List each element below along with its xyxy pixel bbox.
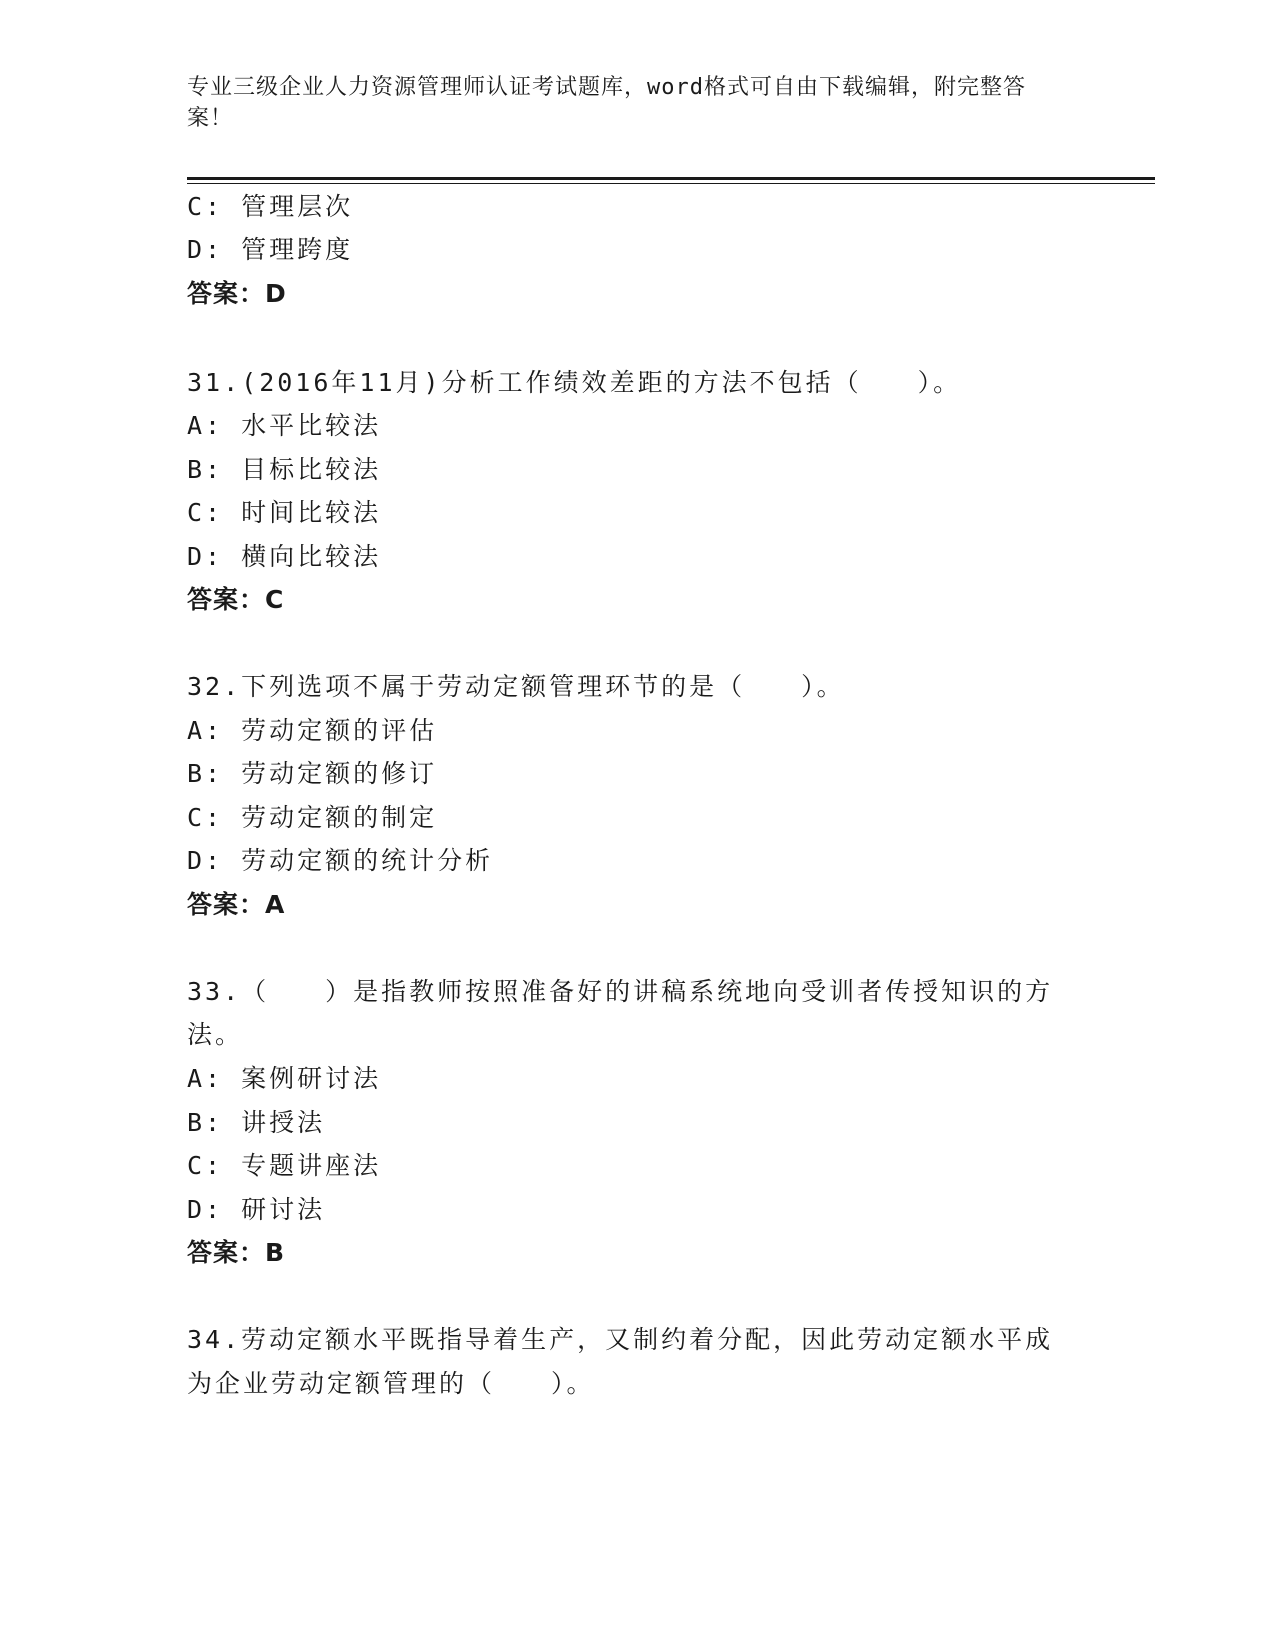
option-text: 时间比较法 (241, 498, 382, 527)
option-label: A: (187, 411, 224, 440)
option-c (187, 496, 381, 530)
option-c (187, 190, 353, 224)
option-label: A: (187, 1064, 224, 1093)
option-b (187, 453, 381, 487)
option-text: 目标比较法 (241, 455, 382, 484)
option-label: C: (187, 498, 224, 527)
option-label: D: (187, 846, 224, 875)
option-c (187, 801, 437, 835)
option-text: 研讨法 (241, 1195, 326, 1224)
option-label: D: (187, 235, 224, 264)
option-d (187, 844, 493, 878)
answer-line: 答案：A (187, 890, 286, 919)
option-label: C: (187, 192, 224, 221)
question-stem-continued: 法。 (187, 1020, 244, 1049)
question-stem: 31.(2016年11月)分析工作绩效差距的方法不包括（ ）。 (187, 368, 962, 397)
answer-line: 答案：C (187, 585, 285, 614)
option-label: C: (187, 1151, 224, 1180)
option-text: 管理跨度 (241, 235, 354, 264)
option-d (187, 233, 353, 267)
option-text: 管理层次 (241, 192, 354, 221)
option-label: A: (187, 716, 224, 745)
option-text: 水平比较法 (241, 411, 382, 440)
header-divider-thin (187, 183, 1155, 184)
option-d (187, 1193, 325, 1227)
question-stem: 32.下列选项不属于劳动定额管理环节的是（ ）。 (187, 672, 845, 701)
option-text: 劳动定额的修订 (241, 759, 438, 788)
option-label: B: (187, 1108, 224, 1137)
option-text: 劳动定额的评估 (241, 716, 438, 745)
option-c (187, 1149, 381, 1183)
option-label: D: (187, 1195, 224, 1224)
option-label: D: (187, 542, 224, 571)
question-stem: 33.（ ）是指教师按照准备好的讲稿系统地向受训者传授知识的方 (187, 977, 1054, 1006)
option-text: 讲授法 (241, 1108, 326, 1137)
option-label: B: (187, 455, 224, 484)
option-a (187, 409, 381, 443)
option-label: B: (187, 759, 224, 788)
option-b (187, 1106, 325, 1140)
option-a (187, 714, 437, 748)
question-stem: 34.劳动定额水平既指导着生产，又制约着分配，因此劳动定额水平成 (187, 1325, 1054, 1354)
header-divider-thick (187, 177, 1155, 180)
option-text: 横向比较法 (241, 542, 382, 571)
option-d (187, 540, 381, 574)
option-a (187, 1062, 381, 1096)
option-b (187, 757, 437, 791)
option-text: 劳动定额的统计分析 (241, 846, 494, 875)
question-stem-continued: 为企业劳动定额管理的（ ）。 (187, 1369, 595, 1398)
answer-line: 答案：D (187, 279, 287, 308)
option-text: 案例研讨法 (241, 1064, 382, 1093)
option-label: C: (187, 803, 224, 832)
answer-line: 答案：B (187, 1238, 286, 1267)
document-header: 专业三级企业人力资源管理师认证考试题库，word格式可自由下载编辑，附完整答案！ (187, 75, 1026, 131)
option-text: 劳动定额的制定 (241, 803, 438, 832)
option-text: 专题讲座法 (241, 1151, 382, 1180)
